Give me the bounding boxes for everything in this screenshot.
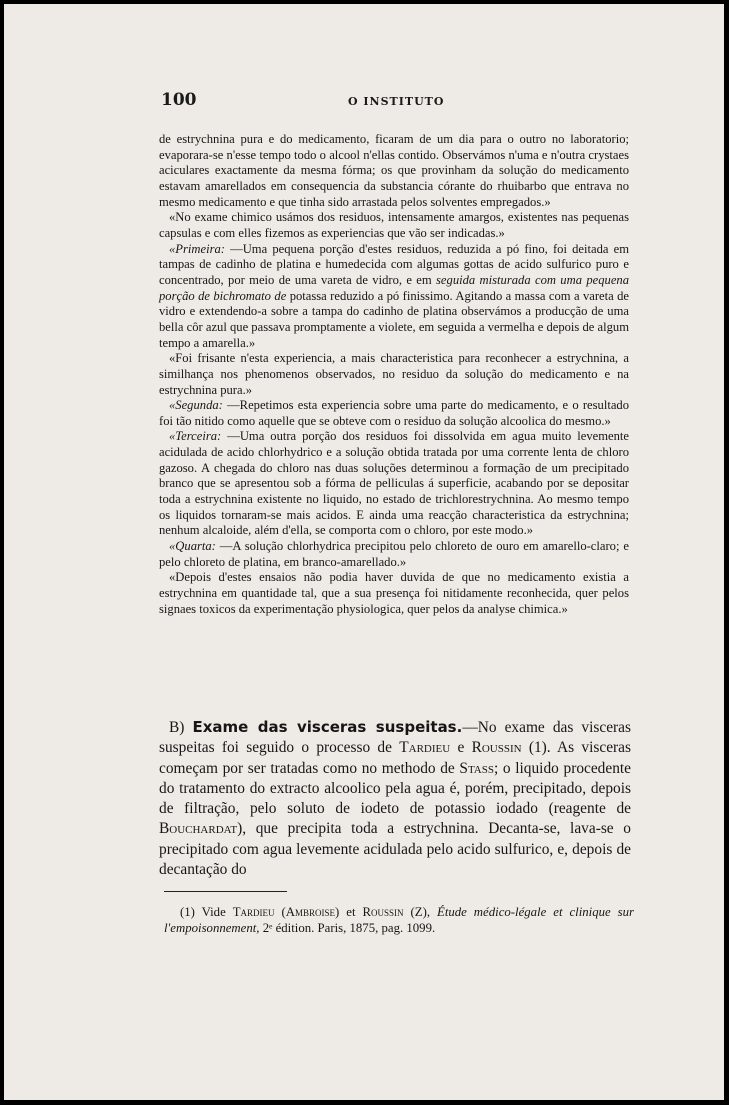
paragraph: «Foi frisante n'esta experiencia, a mais characteristica para reconhecer a estrychnina, a similhança nos phenomenos observados, no residuo da solução do medicamento e na estrychnina pura.» — [159, 351, 629, 397]
paragraph: «Quarta: —A solução chlorhydrica precipitou pelo chloreto de ouro em amarello-claro; e pelo chloreto de platina, em branco-amarellado.» — [159, 539, 629, 569]
quoted-report — [159, 132, 629, 617]
paragraph: «Primeira: —Uma pequena porção d'estes residuos, reduzida a pó fino, foi deitada em tampas de cadinho de platina e humedecida com algumas gottas de acido sulfurico puro e concentrado, por meio de uma vareta de vidro, e em seguida misturada com uma pequena porção de bichromato de potassa reduzido a pó finissimo. Agitando a massa com a vareta de vidro e extendendo-a sobre a tampa do cadinho de platina observámos a producção de uma bella côr azul que passava promptamente a violete, em seguida a vermelha e depois de algum tempo a amarella.» — [159, 241, 630, 350]
book-title: Étude médico-légale et clinique sur l'empoisonnement, — [164, 905, 635, 935]
book-page — [4, 4, 724, 1100]
author-name: Bouchardat — [159, 820, 238, 838]
author-name: Ambroise — [285, 905, 336, 919]
author-name: Roussin — [362, 905, 404, 919]
paragraph: «Segunda: —Repetimos esta experiencia sobre uma parte do medicamento, e o resultado foi tão nitido como aquelle que se obteve com o residuo da solução alcoolica do mesmo.» — [159, 398, 629, 428]
author-name: Tardieu — [232, 905, 275, 919]
author-name: Tardieu — [399, 739, 451, 757]
trial-label: «Quarta: — [169, 539, 216, 554]
paragraph: «Depois d'estes ensaios não podia haver duvida de que no medicamento existia a estrychnina em quantidade tal, que a sua presença foi nitidamente reconhecida, quer pelos signaes toxicos da experimentação physiologica, quer pelos da analyse chimica.» — [159, 570, 629, 616]
paragraph: «No exame chimico usámos dos residuos, intensamente amargos, existentes nas pequenas capsulas e com elles fizemos as experiencias que vão ser indicadas.» — [159, 210, 629, 240]
section-paragraph: B) Exame das visceras suspeitas.—No exame das visceras suspeitas foi seguido o processo de Tardieu e Roussin (1). As visceras começam por ser tratadas como no methodo de Stass; o liquido procedente do tratamento do extracto alcoolico pela agua é, porém, precipitado, depois de filtração, pelo soluto de iodeto de potassio iodado (reagente de Bouchardat), que precipita toda a estrychnina. Decanta-se, lava-se o precipitado com agua levemente acidulada pelo acido sulfurico, e, depois de decantação do — [159, 718, 632, 879]
paragraph: de estrychnina pura e do medicamento, ficaram de um dia para o outro no laboratorio; evaporara-se n'esse tempo todo o alcool n'ellas contido. Observámos n'uma e n'outra crystaes aciculares exactamente da mesma fórma; os que provinham da solução do medicamento estavam amarellados em consequencia da substancia córante do rhuibarbo que entrava no mesmo medicamento e que tinha sido arrastada pelos solventes empregados.» — [159, 132, 629, 209]
trial-label: «Terceira: — [169, 429, 222, 444]
author-name: Roussin — [471, 739, 522, 757]
footnote: (1) Vide Tardieu (Ambroise) et Roussin (Z), Étude médico-légale et clinique sur l'empoisonnement, 2ᵉ édition. Paris, 1875, pag. 1099. — [164, 905, 635, 935]
section-marker: B) — [169, 719, 185, 736]
running-title: O INSTITUTO — [348, 95, 445, 108]
section-b — [159, 717, 631, 880]
trial-label: «Primeira: — [169, 241, 225, 256]
page-number: 100 — [161, 90, 197, 110]
paragraph: «Terceira: —Uma outra porção dos residuos foi dissolvida em agua muito levemente acidulada de acido chlorhydrico e a solução obtida tratada por uma corrente lenta de chloro gazoso. A chegada do chloro nas duas soluções determinou a formação de um precipitado branco que se apresentou sob a fórma de pelliculas á superficie, acabando por se depositar toda a estrychnina existente no liquido, no estado de trichlorestrychnina. Ao mesmo tempo os liquidos tornaram-se mais acidos. E ainda uma reacção characteristica da estrychnina; nenhum alcaloide, além d'ella, se comporta com o chloro, por este modo.» — [159, 429, 629, 538]
section-heading: Exame das visceras suspeitas. — [192, 718, 463, 736]
author-name: Stass — [459, 759, 494, 777]
page-header — [4, 90, 724, 114]
footnote-divider — [164, 891, 287, 892]
trial-label: «Segunda: — [169, 398, 223, 413]
